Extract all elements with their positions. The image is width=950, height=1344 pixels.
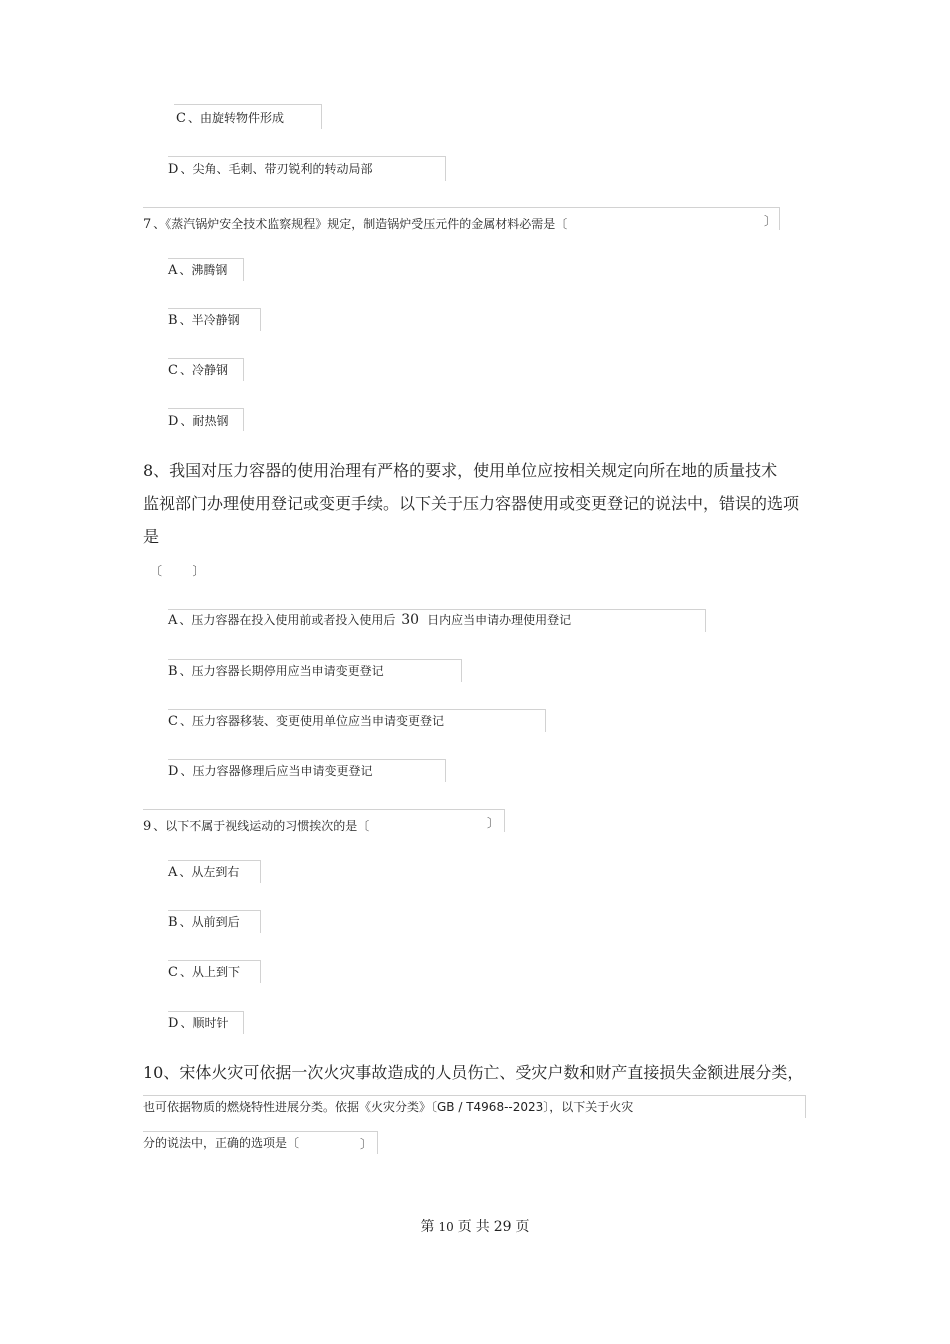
option-separator: 、	[179, 664, 192, 678]
question-text: 以下不属于视线运动的习惯挨次的是〔	[165, 819, 370, 833]
footer-prefix: 第	[420, 1219, 435, 1235]
q8-stem-line-3: 是	[143, 527, 160, 546]
q10-stem-line-1: 10、宋体火灾可依据一次火灾事故造成的人员伤亡、受灾户数和财产直接损失金额进展分类，	[143, 1063, 804, 1082]
answer-bracket-close: 〕	[487, 816, 500, 830]
q7-option-c[interactable]	[168, 362, 228, 379]
option-letter: A	[168, 865, 178, 880]
question-number: 7	[143, 217, 152, 232]
option-letter: C	[176, 111, 186, 126]
option-letter: D	[168, 1016, 179, 1031]
q10-stem-line-3: 分的说法中，正确的选项是〔	[143, 1136, 300, 1150]
option-separator: 、	[179, 915, 192, 929]
option-separator: 、	[179, 865, 192, 879]
option-text: 半冷静钢	[191, 313, 240, 327]
option-text: 压力容器在投入使用前或者投入使用后	[191, 613, 396, 627]
option-text: 由旋转物件形成	[199, 111, 284, 125]
option-separator: 、	[179, 313, 192, 327]
option-separator: 、	[179, 965, 192, 979]
option-letter: C	[168, 714, 178, 729]
footer-page-word: 页	[457, 1219, 472, 1235]
option-letter: C	[168, 965, 178, 980]
option-letter: C	[168, 363, 178, 378]
option-separator: 、	[179, 363, 192, 377]
q9-option-b[interactable]	[168, 914, 240, 931]
option-separator: 、	[180, 162, 193, 176]
answer-bracket-close: 〕	[360, 1137, 373, 1151]
q8-option-c[interactable]	[168, 713, 444, 730]
option-number: 30	[401, 612, 420, 628]
q8-stem-line-1: 8、我国对压力容器的使用治理有严格的要求，使用单位应按相关规定向所在地的质量技术	[143, 461, 778, 480]
question-separator: 、	[153, 819, 166, 833]
q7-stem	[143, 216, 567, 233]
option-separator: 、	[180, 764, 193, 778]
option-letter: D	[168, 162, 179, 177]
option-letter: D	[168, 764, 179, 779]
q7-option-d[interactable]	[168, 413, 228, 430]
option-letter: A	[168, 613, 178, 628]
question-text: 《蒸汽锅炉安全技术监察规程》规定，制造锅炉受压元件的金属材料必需是〔	[165, 217, 568, 231]
option-text: 压力容器移装、变更使用单位应当申请变更登记	[191, 714, 444, 728]
q8-option-a[interactable]	[168, 612, 571, 629]
option-text: 顺时针	[192, 1016, 229, 1030]
question-number: 9	[143, 819, 152, 834]
q8-option-d[interactable]	[168, 763, 372, 780]
answer-bracket-close: 〕	[764, 214, 777, 228]
q9-option-c[interactable]	[168, 964, 240, 981]
footer-total-word: 共	[475, 1219, 490, 1235]
q9-option-d[interactable]	[168, 1015, 228, 1032]
option-text: 从上到下	[191, 965, 240, 979]
q6-option-c[interactable]	[176, 110, 284, 127]
footer-suffix: 页	[515, 1219, 530, 1235]
option-letter: A	[168, 263, 178, 278]
option-text-continued: 日内应当申请办理使用登记	[427, 613, 572, 627]
option-separator: 、	[179, 263, 192, 277]
option-separator: 、	[180, 414, 193, 428]
option-letter: B	[168, 313, 178, 328]
q6-option-d[interactable]	[168, 161, 372, 178]
q7-option-a[interactable]	[168, 262, 227, 279]
q9-stem	[143, 818, 369, 835]
question-separator: 、	[153, 217, 166, 231]
option-text: 尖角、毛刺、带刃锐利的转动局部	[192, 162, 373, 176]
option-text: 冷静钢	[191, 363, 228, 377]
answer-parentheses: 〔 〕	[150, 564, 205, 578]
option-text: 压力容器修理后应当申请变更登记	[192, 764, 373, 778]
option-letter: B	[168, 664, 178, 679]
current-page-number: 10	[438, 1220, 454, 1234]
option-letter: B	[168, 915, 178, 930]
option-text: 从前到后	[191, 915, 240, 929]
q10-stem-line-2: 也可依据物质的燃烧特性进展分类。依据《火灾分类》〔GB / T4968--2023〕，以下关于火灾	[143, 1100, 634, 1114]
q9-option-a[interactable]	[168, 864, 239, 881]
option-separator: 、	[187, 111, 200, 125]
q7-option-b[interactable]	[168, 312, 240, 329]
option-text: 沸腾钢	[191, 263, 228, 277]
option-separator: 、	[179, 613, 192, 627]
option-separator: 、	[180, 1016, 193, 1030]
total-page-count: 29	[493, 1219, 512, 1235]
option-separator: 、	[179, 714, 192, 728]
option-text: 耐热钢	[192, 414, 229, 428]
q8-option-b[interactable]	[168, 663, 384, 680]
option-text: 从左到右	[191, 865, 240, 879]
option-text: 压力容器长期停用应当申请变更登记	[191, 664, 384, 678]
q8-stem-line-2: 监视部门办理使用登记或变更手续。以下关于压力容器使用或变更登记的说法中，错误的选项	[143, 494, 800, 513]
option-letter: D	[168, 414, 179, 429]
page-footer	[0, 1216, 950, 1236]
